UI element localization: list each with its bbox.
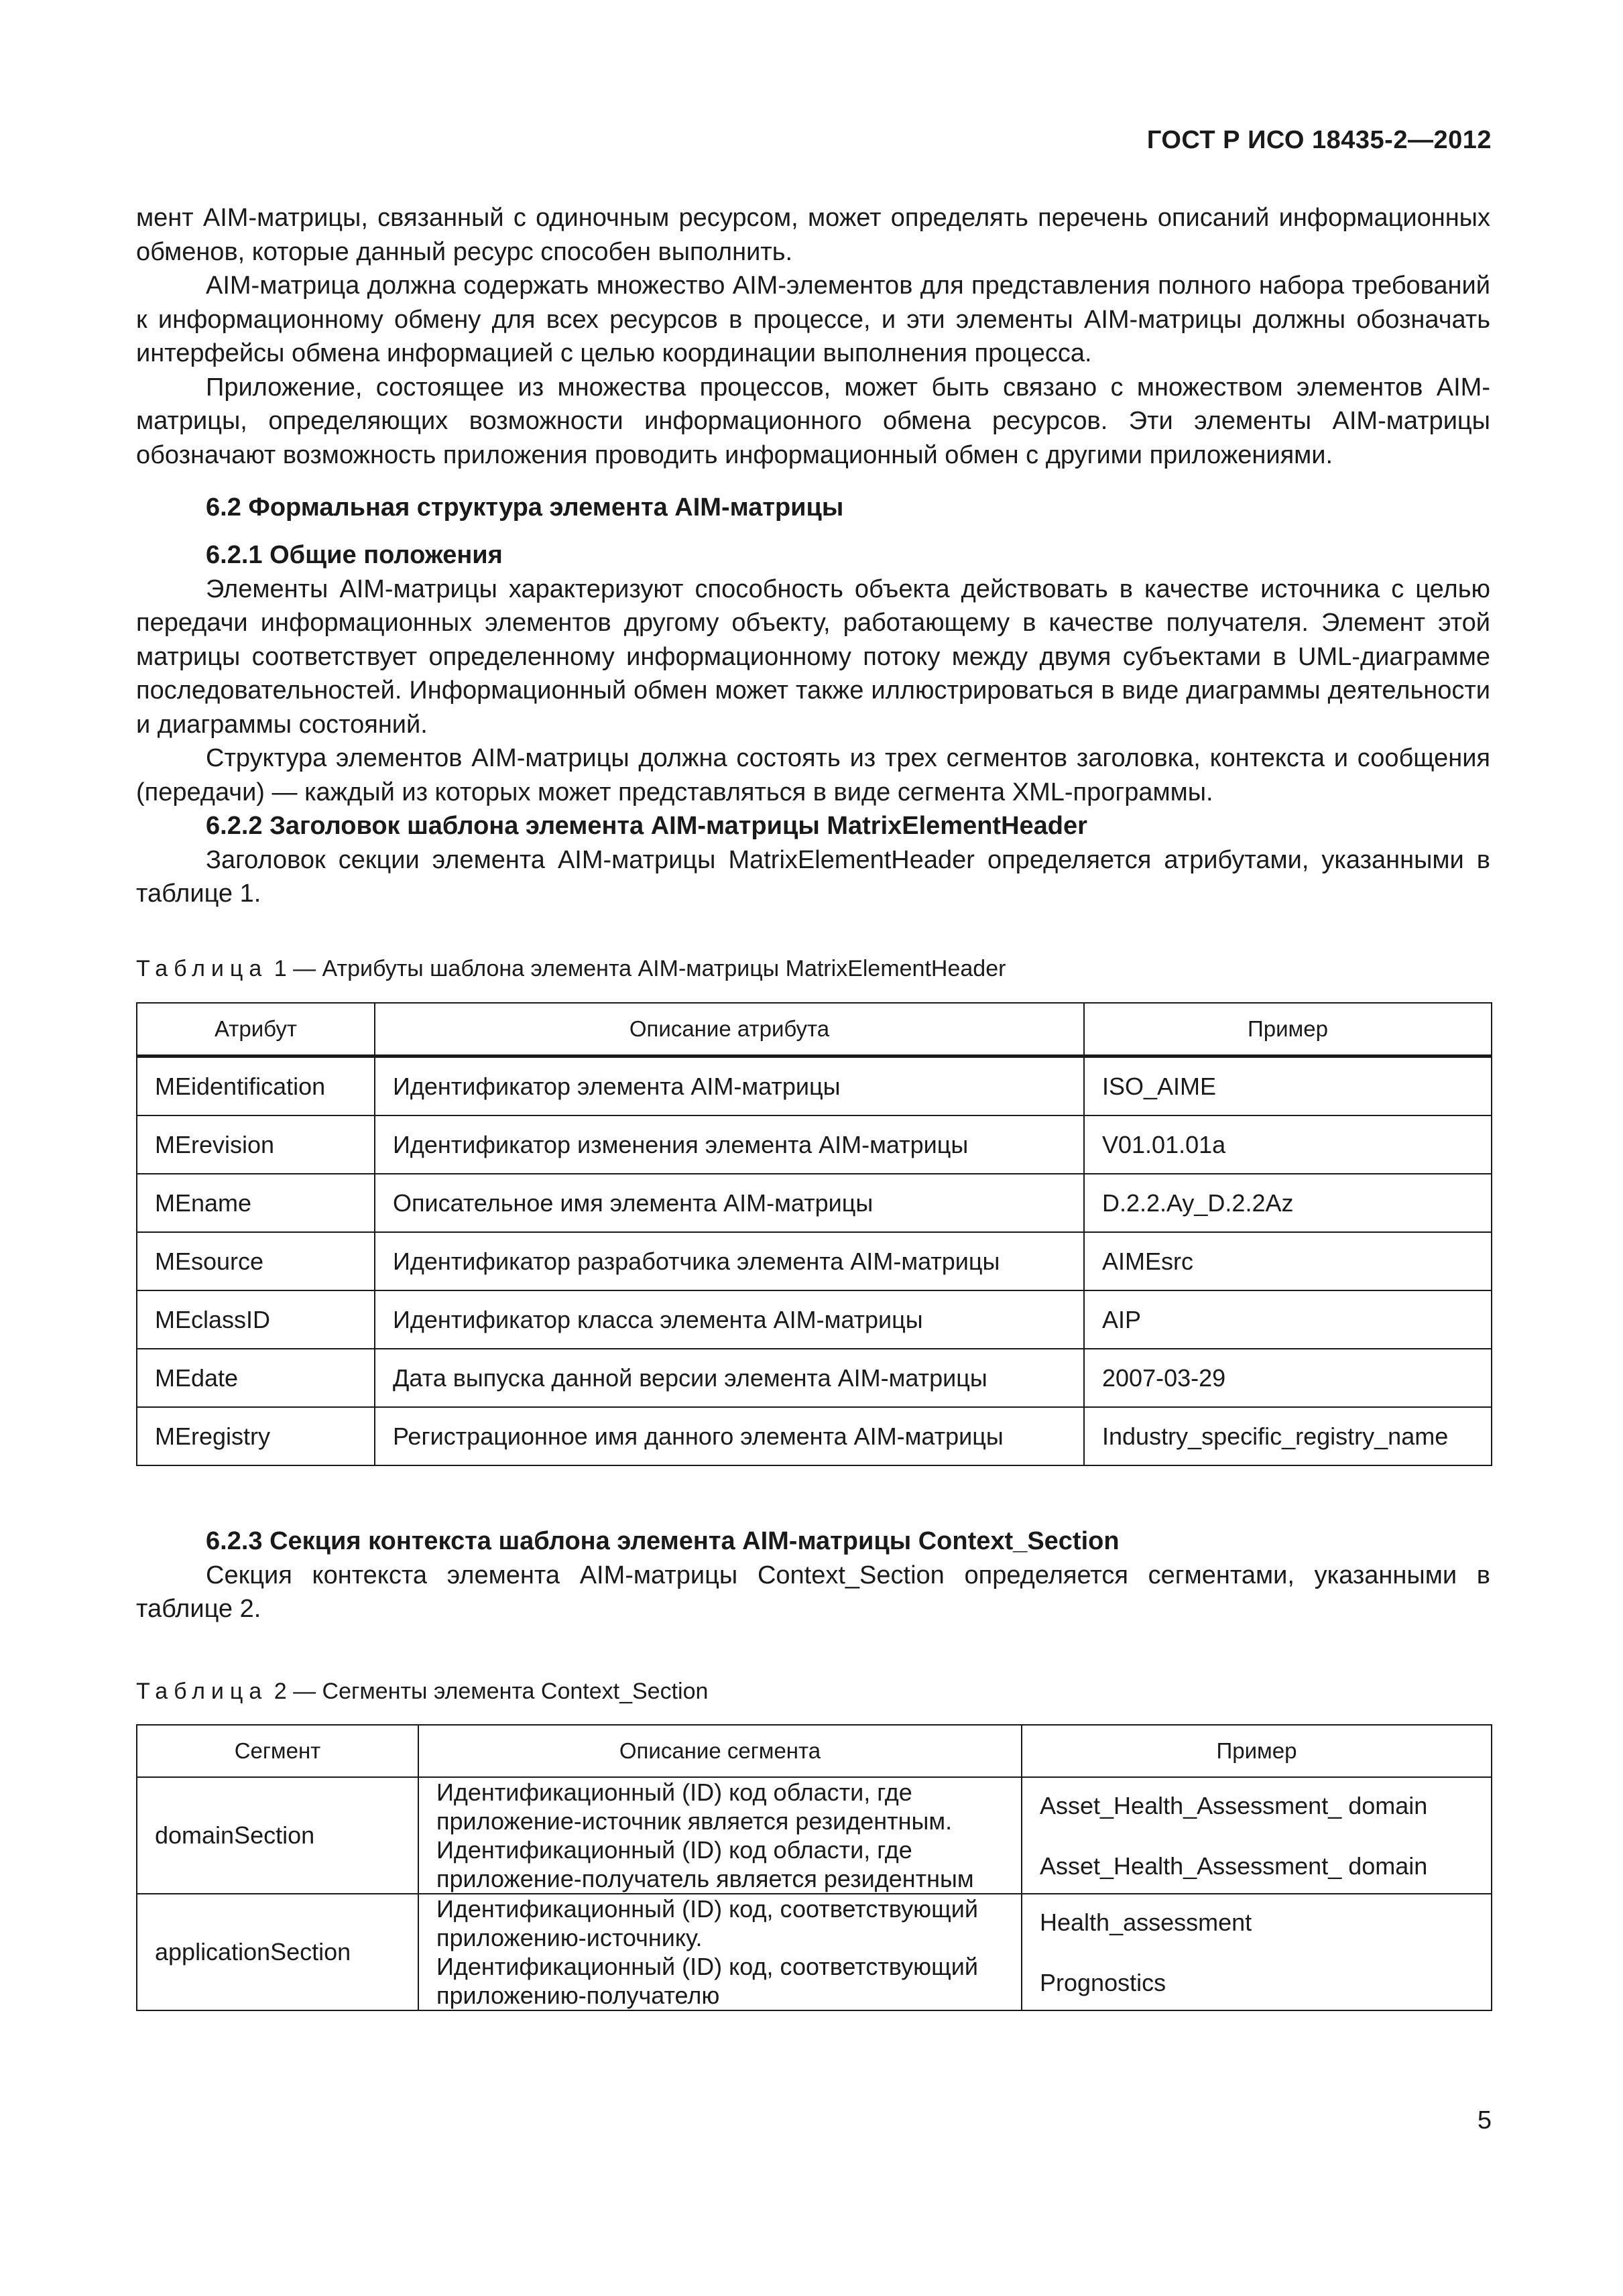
table-cell-description: Дата выпуска данной версии элемента AIM-матрицы <box>375 1349 1084 1407</box>
table-2-caption-label: Таблица <box>136 1679 268 1704</box>
table-2-caption-text: 2 — Сегменты элемента Context_Section <box>267 1679 709 1704</box>
table-1-header-attribute: Атрибут <box>137 1003 375 1056</box>
table-1 <box>136 1002 1492 1466</box>
table-cell-attribute: MEidentification <box>137 1056 375 1116</box>
table-1-caption <box>136 955 1006 982</box>
example-source: Health_assessment <box>1040 1908 1252 1936</box>
section-6-2-1-paragraph-2: Структура элементов AIM-матрицы должна состоять из трех сегментов заголовка, контекста и сообщения (передачи) — каждый из которых может представляться в виде сегмента XML-программы. <box>136 744 1490 806</box>
section-6-2-1-paragraph-1: Элементы AIM-матрицы характеризуют способность объекта действовать в качестве источника с целью передачи информационных элементов другому объекту, работающему в качестве получателя. Элемент этой матрицы соответствует определенному информационному потоку между двумя субъектами в UML-диаграмме последовательностей. Информационный обмен может также иллюстрироваться в виде диаграммы деятельности и диаграммы состояний. <box>136 575 1490 739</box>
table-1-header-row <box>137 1003 1492 1056</box>
table-cell-example <box>1022 1894 1492 2010</box>
table-cell-attribute: MEsource <box>137 1232 375 1290</box>
table-2-header-segment: Сегмент <box>137 1725 418 1777</box>
table-1-caption-text: 1 — Атрибуты шаблона элемента AIM-матрицы MatrixElementHeader <box>267 956 1006 981</box>
table-cell-attribute: MEclassID <box>137 1290 375 1349</box>
table-cell-example: D.2.2.Ay_D.2.2Az <box>1084 1174 1492 1232</box>
example-target: Prognostics <box>1040 1968 1166 1996</box>
intro-paragraph-3: Приложение, состоящее из множества процессов, может быть связано с множеством элементов AIM-матрицы, определяющих возможности информационного обмена ресурсов. Эти элементы AIM-матрицы обозначают возможность приложения проводить информационный обмен с другими приложениями. <box>136 373 1490 469</box>
section-6-2-1 <box>136 538 1490 911</box>
intro-text <box>136 201 1490 472</box>
description-source: Идентификационный (ID) код, соответствующий приложению-источнику. <box>436 1895 978 1951</box>
table-2 <box>136 1724 1492 2011</box>
section-6-2-3 <box>136 1524 1490 1626</box>
example-target: Asset_Health_Assessment_ domain <box>1040 1852 1428 1880</box>
table-cell-example: AIP <box>1084 1290 1492 1349</box>
table-cell-example: 2007-03-29 <box>1084 1349 1492 1407</box>
table-cell-attribute: MErevision <box>137 1115 375 1174</box>
table-cell-example <box>1022 1777 1492 1894</box>
table-cell-attribute: MEdate <box>137 1349 375 1407</box>
table-1-caption-label: Таблица <box>136 956 268 981</box>
table-cell-example: Industry_specific_registry_name <box>1084 1407 1492 1465</box>
description-target: Идентификационный (ID) код области, где приложение-получатель является резидентным <box>436 1836 974 1892</box>
table-row <box>137 1777 1492 1894</box>
intro-paragraph-1: мент AIM-матрицы, связанный с одиночным ресурсом, может определять перечень описаний информационных обменов, которые данный ресурс способен выполнить. <box>136 204 1490 266</box>
intro-paragraph-2: AIM-матрица должна содержать множество AIM-элементов для представления полного набора требований к информационному обмену для всех ресурсов в процессе, и эти элементы AIM-матрицы должны обозначать интерфейсы обмена информацией с целью координации выполнения процесса. <box>136 271 1490 367</box>
page-number: 5 <box>1477 2106 1492 2134</box>
table-cell-example: V01.01.01a <box>1084 1115 1492 1174</box>
table-row <box>137 1174 1492 1232</box>
table-cell-description: Идентификатор класса элемента AIM-матрицы <box>375 1290 1084 1349</box>
table-2-header-description: Описание сегмента <box>418 1725 1022 1777</box>
table-row <box>137 1232 1492 1290</box>
table-cell-attribute: MEname <box>137 1174 375 1232</box>
table-cell-segment: domainSection <box>137 1777 418 1894</box>
document-code-header: ГОСТ Р ИСО 18435-2—2012 <box>1146 126 1492 154</box>
table-row <box>137 1407 1492 1465</box>
section-6-2-heading: 6.2 Формальная структура элемента AIM-матрицы <box>206 493 844 522</box>
description-source: Идентификационный (ID) код области, где приложение-источник является резидентным. <box>436 1778 953 1835</box>
example-source: Asset_Health_Assessment_ domain <box>1040 1791 1428 1819</box>
table-2-header-example: Пример <box>1022 1725 1492 1777</box>
table-cell-description: Идентификатор изменения элемента AIM-матрицы <box>375 1115 1084 1174</box>
table-cell-description <box>418 1894 1022 2010</box>
table-cell-example: ISO_AIME <box>1084 1056 1492 1116</box>
table-cell-description: Регистрационное имя данного элемента AIM-матрицы <box>375 1407 1084 1465</box>
table-1-header-example: Пример <box>1084 1003 1492 1056</box>
section-6-2 <box>136 491 1490 525</box>
section-6-2-1-heading: 6.2.1 Общие положения <box>206 541 503 569</box>
table-cell-attribute: MEregistry <box>137 1407 375 1465</box>
table-row <box>137 1349 1492 1407</box>
table-row <box>137 1290 1492 1349</box>
table-2-caption <box>136 1678 708 1705</box>
section-6-2-2-heading: 6.2.2 Заголовок шаблона элемента AIM-матрицы MatrixElementHeader <box>206 812 1087 840</box>
table-row <box>137 1115 1492 1174</box>
section-6-2-3-paragraph-1: Секция контекста элемента AIM-матрицы Context_Section определяется сегментами, указанными в таблице 2. <box>136 1561 1490 1623</box>
table-2-header-row <box>137 1725 1492 1777</box>
description-target: Идентификационный (ID) код, соответствующий приложению-получателю <box>436 1953 978 2009</box>
table-cell-description: Идентификатор элемента AIM-матрицы <box>375 1056 1084 1116</box>
table-cell-description: Идентификатор разработчика элемента AIM-матрицы <box>375 1232 1084 1290</box>
table-cell-description <box>418 1777 1022 1894</box>
table-cell-description: Описательное имя элемента AIM-матрицы <box>375 1174 1084 1232</box>
table-cell-example: AIMEsrc <box>1084 1232 1492 1290</box>
table-cell-segment: applicationSection <box>137 1894 418 2010</box>
table-row <box>137 1056 1492 1116</box>
table-1-header-description: Описание атрибута <box>375 1003 1084 1056</box>
section-6-2-2-paragraph-1: Заголовок секции элемента AIM-матрицы MatrixElementHeader определяется атрибутами, указанными в таблице 1. <box>136 845 1490 908</box>
section-6-2-3-heading: 6.2.3 Секция контекста шаблона элемента AIM-матрицы Context_Section <box>206 1527 1120 1555</box>
table-row <box>137 1894 1492 2010</box>
